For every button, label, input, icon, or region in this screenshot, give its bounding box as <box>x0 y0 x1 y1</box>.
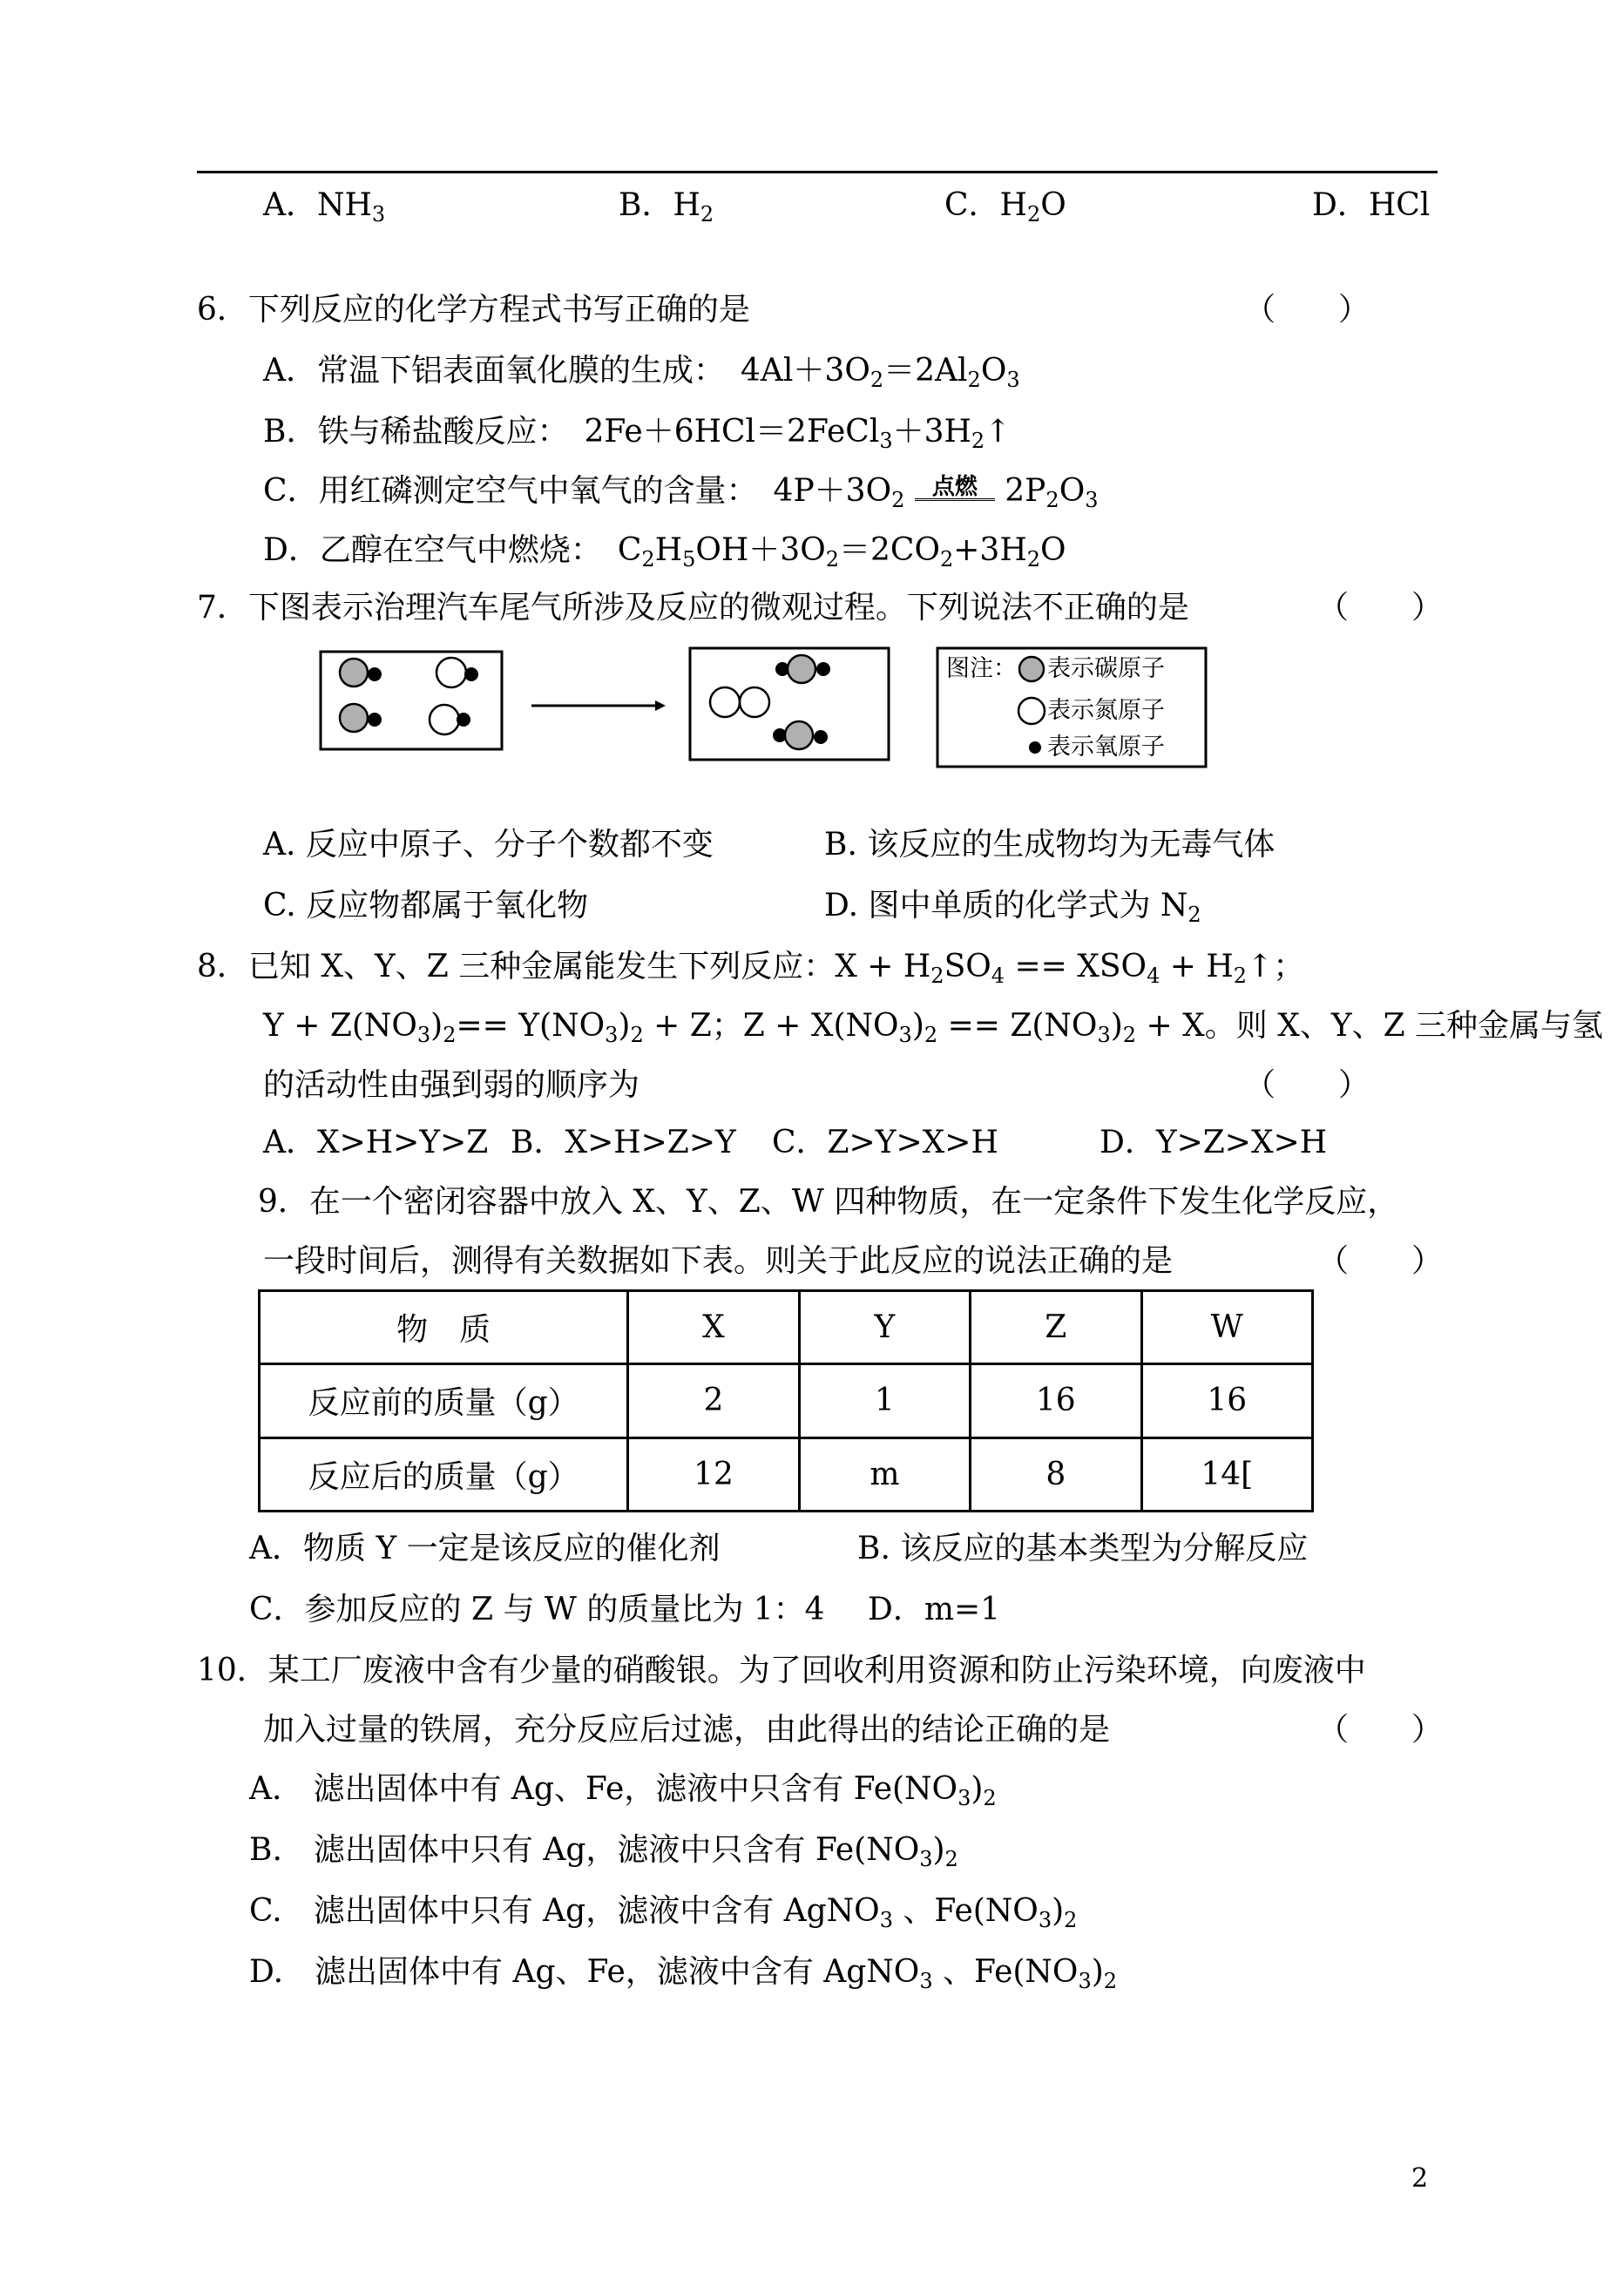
q9-stem: 9．在一个密闭容器中放入 X、Y、Z、W 四种物质，在一定条件下发生化学反应， <box>258 1184 1399 1220</box>
top-rule <box>197 171 1438 173</box>
q9-stem-line2: 一段时间后，测得有关数据如下表。则关于此反应的说法正确的是 <box>263 1243 1174 1279</box>
mass-data-table <box>258 1289 1314 1512</box>
table-cell: 2 <box>628 1364 799 1437</box>
q8-answer-paren: （ ） <box>1244 1067 1370 1103</box>
table-row <box>260 1364 1313 1437</box>
table-cell: 14[ <box>1141 1437 1312 1511</box>
table-cell: 反应前的质量（g） <box>260 1364 628 1437</box>
reaction-condition: 点燃 <box>915 476 995 501</box>
q5-option-b: B．$H_2$ <box>619 187 714 227</box>
q8-stem-line3: 的活动性由强到弱的顺序为 <box>263 1067 640 1103</box>
q10-option-c: C. 滤出固体中只有 Ag，滤液中含有 AgNO$_3$ 、$Fe(NO_3)_2$ <box>249 1893 1078 1932</box>
q9-option-b: B. 该反应的基本类型为分解反应 <box>857 1531 1309 1566</box>
legend-carbon-symbol <box>1019 657 1044 681</box>
q10-option-d: D. 滤出固体中有 Ag、Fe，滤液中含有 AgNO$_3$ 、$Fe(NO_3)_2$ <box>249 1954 1118 1993</box>
q5-option-c: C．$H_2O$ <box>944 187 1066 227</box>
legend-title: 图注： <box>946 655 1017 682</box>
table-header-cell: X <box>628 1291 799 1364</box>
table-cell: 8 <box>971 1437 1141 1511</box>
q7-answer-paren: （ ） <box>1317 590 1444 626</box>
q5-option-a: A．$NH_3$ <box>263 187 386 227</box>
table-cell: 12 <box>628 1437 799 1511</box>
q9-answer-paren: （ ） <box>1317 1243 1444 1279</box>
legend-oxygen-symbol <box>1029 741 1041 754</box>
reaction-diagram <box>314 645 1220 784</box>
table-cell: 反应后的质量（g） <box>260 1437 628 1511</box>
q10-stem-line2: 加入过量的铁屑，充分反应后过滤，由此得出的结论正确的是 <box>263 1712 1111 1748</box>
q8-option-b: B．X>H>Z>Y <box>511 1125 736 1160</box>
legend-carbon-label: 表示碳原子 <box>1047 655 1165 682</box>
q10-answer-paren: （ ） <box>1317 1712 1444 1748</box>
legend-nitrogen-label: 表示氮原子 <box>1047 697 1165 724</box>
legend-oxygen-label: 表示氧原子 <box>1047 734 1165 761</box>
q10-stem: 10．某工厂废液中含有少量的硝酸银。为了回收利用资源和防止污染环境，向废液中 <box>197 1653 1366 1688</box>
q7-stem: 7．下图表示治理汽车尾气所涉及反应的微观过程。下列说法不正确的是 <box>197 590 1189 626</box>
table-header-cell: Y <box>799 1291 970 1364</box>
table-header-cell: Z <box>971 1291 1141 1364</box>
table-header-row <box>260 1291 1313 1364</box>
q6-answer-paren: （ ） <box>1244 292 1370 328</box>
page-number: 2 <box>1411 2163 1429 2194</box>
q8-option-c: C．Z>Y>X>H <box>772 1125 998 1160</box>
legend-nitrogen-symbol <box>1018 698 1045 724</box>
q7-option-d: D. 图中单质的化学式为 $N_2$ <box>824 888 1201 927</box>
q6-option-c: C．用红磷测定空气中氧气的含量： $4P+3O_2$ 点燃 $2P_2O_3$ <box>263 473 1099 512</box>
q8-option-a: A．X>H>Y>Z <box>263 1125 489 1160</box>
q8-stem: 8．已知 X、Y、Z 三种金属能发生下列反应：$X + H_2SO_4 == XSO_4$ + $H_2↑$； <box>197 949 1305 988</box>
table-cell: 16 <box>971 1364 1141 1437</box>
q8-reactions: $Y + Z(NO_3)_2== Y(NO_3)_2 + Z$；$Z + X(NO_3)_2 == Z(NO_3)_2 + X$。则 X、Y、Z 三种金属与氢 <box>263 1008 1604 1047</box>
q8-option-d: D．Y>Z>X>H <box>1100 1125 1328 1160</box>
q6-option-d: D．乙醇在空气中燃烧： $C_2H_5OH+3O_2=2CO_2+3H_2O$ <box>263 532 1066 572</box>
q7-option-c: C. 反应物都属于氧化物 <box>263 888 589 923</box>
q6-stem: 6．下列反应的化学方程式书写正确的是 <box>197 292 750 328</box>
q9-option-a: A．物质 Y 一定是该反应的催化剂 <box>249 1531 721 1566</box>
q6-option-a: A．常温下铝表面氧化膜的生成： $4Al+3O_2=2Al_2O_3$ <box>263 353 1020 392</box>
table-row <box>260 1437 1313 1511</box>
q7-option-b: B. 该反应的生成物均为无毒气体 <box>824 827 1276 862</box>
q10-option-a: A. 滤出固体中有 Ag、Fe，滤液中只含有 $Fe(NO_3)_2$ <box>249 1771 997 1810</box>
q5-option-d: D．HCl <box>1312 187 1431 223</box>
table-header-cell: 物 质 <box>260 1291 628 1364</box>
q6-option-b: B．铁与稀盐酸反应： $2Fe+6HCl=2FeCl_3+3H_2↑$ <box>263 414 1012 453</box>
table-header-cell: W <box>1141 1291 1312 1364</box>
q10-option-b: B. 滤出固体中只有 Ag，滤液中只含有 $Fe(NO_3)_2$ <box>249 1832 958 1871</box>
q9-option-c: C．参加反应的 Z 与 W 的质量比为 1：4 <box>249 1592 825 1627</box>
q7-option-a: A. 反应中原子、分子个数都不变 <box>263 827 714 862</box>
table-cell: 16 <box>1141 1364 1312 1437</box>
q9-option-d: D．m=1 <box>868 1592 1001 1627</box>
table-cell: 1 <box>799 1364 970 1437</box>
table-cell: m <box>799 1437 970 1511</box>
